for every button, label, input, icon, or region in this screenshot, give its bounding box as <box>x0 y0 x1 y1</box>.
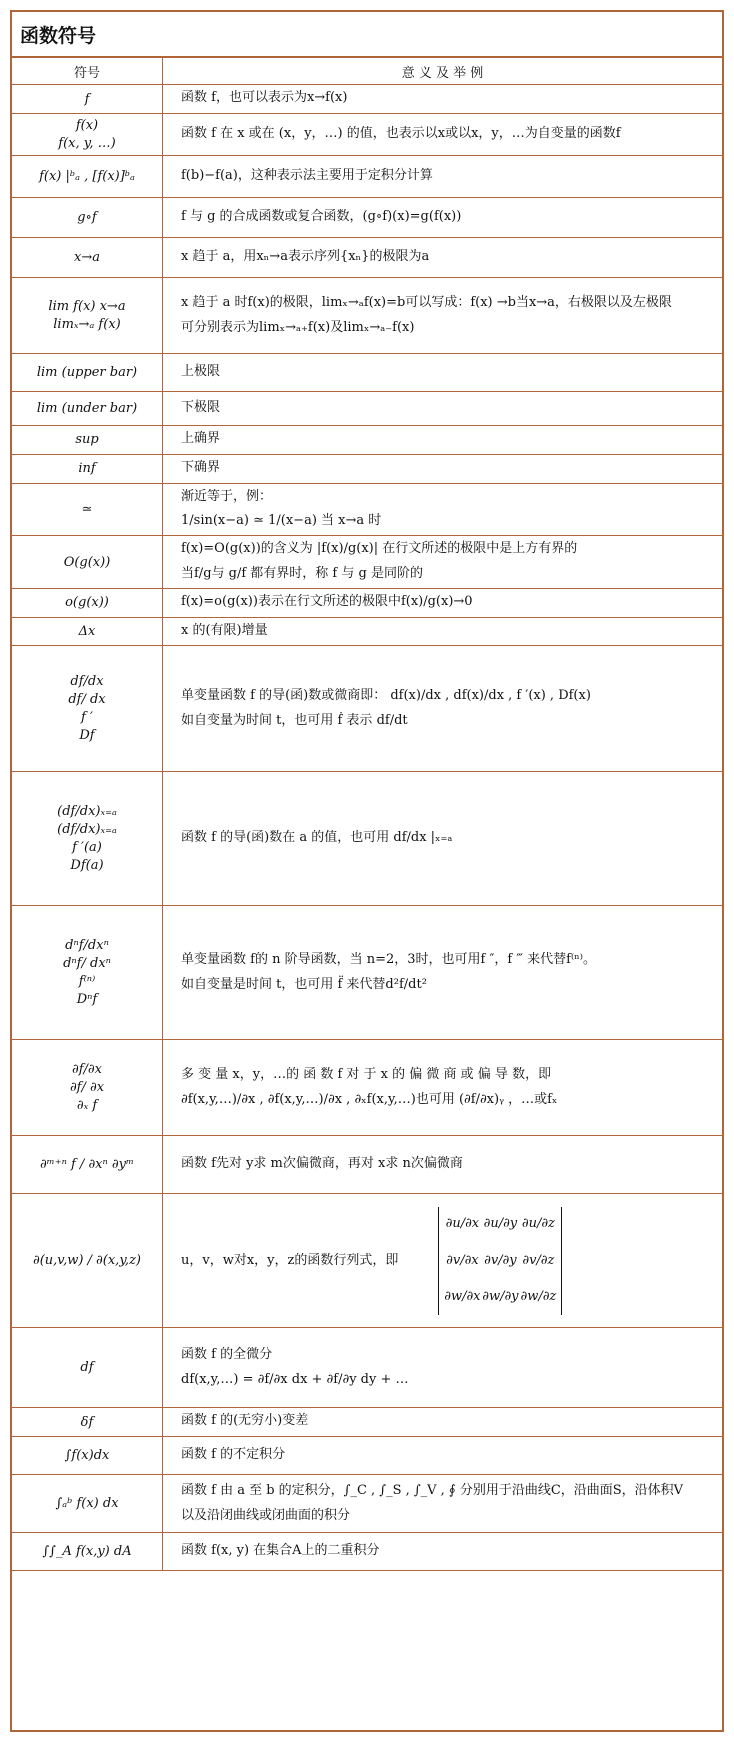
symbol-cell <box>12 906 163 1040</box>
meaning-cell <box>163 85 723 114</box>
symbol-cell <box>12 772 163 906</box>
symbol-text: ∫ₐᵇ f(x) dx <box>55 1496 119 1512</box>
symbol-cell <box>12 588 163 617</box>
table-row <box>12 617 722 646</box>
table-row <box>12 198 722 238</box>
symbol-cell <box>12 454 163 483</box>
meaning-text: f 与 g 的合成函数或复合函数，(g∘f)(x)=g(f(x)) <box>181 208 462 224</box>
symbol-cell <box>12 483 163 536</box>
table-row <box>12 238 722 278</box>
jacobian-determinant <box>438 1207 562 1316</box>
symbol-cell <box>12 1136 163 1194</box>
symbol-text: f(x) |ᵇₐ , [f(x)]ᵇₐ <box>39 169 135 184</box>
meaning-text: ∂f(x,y,…)/∂x , ∂f(x,y,…)/∂x , ∂ₓf(x,y,…)也可用 (∂f/∂x)ᵧ ，…或fₓ <box>181 1091 558 1107</box>
determinant-entry: ∂w/∂x <box>444 1289 481 1305</box>
symbol-text: ∂f/ ∂x <box>69 1080 105 1096</box>
symbol-cell <box>12 392 163 426</box>
symbol-cell <box>12 536 163 589</box>
determinant-entry: ∂v/∂x <box>446 1252 479 1268</box>
meaning-text: 以及沿闭曲线或闭曲面的积分 <box>181 1507 351 1523</box>
meaning-text: f(x)=o(g(x))表示在行文所述的极限中f(x)/g(x)→0 <box>181 593 473 609</box>
table-row <box>12 1040 722 1136</box>
meaning-text: 函数 f，也可以表示为x→f(x) <box>181 90 348 106</box>
meaning-cell <box>163 1533 723 1571</box>
table-row <box>12 85 722 114</box>
meaning-cell <box>163 354 723 392</box>
symbol-text: lim (upper bar) <box>36 365 138 380</box>
table-row <box>12 1136 722 1194</box>
meaning-cell <box>163 588 723 617</box>
symbol-text: dⁿf/ dxⁿ <box>63 956 111 972</box>
symbol-cell <box>12 1040 163 1136</box>
table-row <box>12 1194 722 1328</box>
meaning-text: 函数 f 的(无穷小)变差 <box>181 1413 309 1429</box>
table-row <box>12 536 722 589</box>
symbol-text: df/ dx <box>68 692 106 708</box>
determinant-entry: ∂v/∂y <box>484 1252 517 1268</box>
symbol-cell <box>12 114 163 156</box>
meaning-text: 函数 f 由 a 至 b 的定积分，∫_C , ∫_S , ∫_V , ∮ 分别用于沿曲线C，沿曲面S，沿体积V <box>181 1482 684 1498</box>
symbol-text: (df/dx)ₓ₌ₐ <box>57 804 117 820</box>
table-header-row <box>12 58 722 85</box>
meaning-cell <box>163 906 723 1040</box>
meaning-cell <box>163 1194 723 1328</box>
symbol-text: f ′(a) <box>72 840 102 856</box>
table-body <box>12 85 722 1571</box>
meaning-cell <box>163 156 723 198</box>
table-row <box>12 483 722 536</box>
meaning-cell <box>163 483 723 536</box>
table-row <box>12 454 722 483</box>
table-row <box>12 646 722 772</box>
symbol-text: Df(a) <box>70 858 104 874</box>
meaning-cell <box>163 1328 723 1408</box>
table-row <box>12 1328 722 1408</box>
symbol-table <box>12 57 722 1571</box>
symbol-cell <box>12 1437 163 1475</box>
meaning-text: 单变量函数 f 的导(函)数或微商即： df(x)/dx , df(x)/dx , f ′(x) , Df(x) <box>181 688 591 704</box>
meaning-cell <box>163 1408 723 1437</box>
symbol-cell <box>12 646 163 772</box>
symbol-cell <box>12 198 163 238</box>
symbol-text: O(g(x)) <box>63 554 111 570</box>
symbol-text: ∫f(x)dx <box>64 1448 110 1464</box>
symbol-text: ∂(u,v,w) / ∂(x,y,z) <box>32 1253 141 1269</box>
symbol-text: df <box>80 1360 94 1376</box>
symbol-cell <box>12 1533 163 1571</box>
symbol-text: sup <box>75 432 99 448</box>
symbol-text: limₓ→ₐ f(x) <box>53 317 121 332</box>
table-row <box>12 426 722 455</box>
meaning-text: 函数 f 的导(函)数在 a 的值，也可用 df/dx |ₓ₌ₐ <box>181 830 453 846</box>
meaning-text: 如自变量是时间 t，也可用 f̈ 来代替d²f/dt² <box>181 976 427 992</box>
meaning-cell <box>163 646 723 772</box>
meaning-cell <box>163 617 723 646</box>
meaning-cell <box>163 1040 723 1136</box>
meaning-text: x 的(有限)增量 <box>181 622 268 638</box>
meaning-cell <box>163 1475 723 1533</box>
table-row <box>12 906 722 1040</box>
meaning-text: 可分别表示为limₓ→ₐ₊f(x)及limₓ→ₐ₋f(x) <box>181 319 415 335</box>
meaning-cell <box>163 114 723 156</box>
symbol-cell <box>12 617 163 646</box>
symbol-cell <box>12 238 163 278</box>
table-row <box>12 772 722 906</box>
symbol-text: Dⁿf <box>76 992 98 1008</box>
table-row <box>12 392 722 426</box>
meaning-text: 函数 f 在 x 或在 (x，y，…) 的值，也表示以x或以x，y，…为自变量的函数f <box>181 125 621 141</box>
meaning-text: 函数 f(x, y) 在集合A上的二重积分 <box>181 1542 380 1558</box>
symbol-text: ≃ <box>81 501 93 517</box>
meaning-cell <box>163 1437 723 1475</box>
symbol-text: δf <box>80 1414 94 1430</box>
meaning-text: x 趋于 a，用xₙ→a表示序列{xₙ}的极限为a <box>181 248 430 264</box>
symbol-text: lim f(x) x→a <box>48 299 126 314</box>
symbol-text: f <box>84 91 90 107</box>
meaning-cell <box>163 392 723 426</box>
meaning-text: 下极限 <box>181 399 221 415</box>
determinant-entry: ∂u/∂z <box>521 1215 555 1231</box>
meaning-text: 当f/g与 g/f 都有界时，称 f 与 g 是同阶的 <box>181 566 423 582</box>
header-symbol: 符号 <box>12 58 163 85</box>
symbol-text: x→a <box>74 250 100 265</box>
symbol-text: f(x, y, …) <box>58 136 116 151</box>
meaning-cell <box>163 772 723 906</box>
symbol-cell <box>12 85 163 114</box>
table-row <box>12 1437 722 1475</box>
meaning-text: x 趋于 a 时f(x)的极限，limₓ→ₐf(x)=b可以写成：f(x) →b当x→a，右极限以及左极限 <box>181 294 672 310</box>
table-row <box>12 278 722 354</box>
symbol-text: g∘f <box>77 210 97 225</box>
symbol-cell <box>12 426 163 455</box>
symbol-text: o(g(x)) <box>65 595 109 611</box>
symbol-text: Df <box>79 728 95 744</box>
symbol-text: ∫∫_A f(x,y) dA <box>42 1544 132 1560</box>
symbol-cell <box>12 354 163 392</box>
meaning-text: 函数 f 的全微分 <box>181 1347 273 1363</box>
meaning-cell <box>163 198 723 238</box>
symbol-cell <box>12 1328 163 1408</box>
meaning-cell <box>163 278 723 354</box>
symbol-text: Δx <box>78 624 96 640</box>
meaning-text: 下确界 <box>181 459 221 475</box>
symbol-text: lim (under bar) <box>36 401 138 416</box>
symbol-text: ∂f/∂x <box>72 1062 102 1078</box>
table-frame <box>10 10 724 1732</box>
meaning-text: 上极限 <box>181 363 221 379</box>
symbol-text: ∂ₓ f <box>76 1098 98 1114</box>
symbol-text: f ′ <box>81 710 93 726</box>
meaning-text: 函数 f先对 y求 m次偏微商，再对 x求 n次偏微商 <box>181 1156 463 1172</box>
meaning-text: 1/sin(x−a) ≃ 1/(x−a) 当 x→a 时 <box>181 513 382 529</box>
symbol-cell <box>12 1408 163 1437</box>
meaning-text: 如自变量为时间 t，也可用 ḟ 表示 df/dt <box>181 712 408 728</box>
symbol-text: ∂ᵐ⁺ⁿ f / ∂xⁿ ∂yᵐ <box>40 1157 134 1173</box>
table-row <box>12 1533 722 1571</box>
meaning-text: 单变量函数 f的 n 阶导函数，当 n=2，3时，也可用f ″，f ‴ 来代替f⁽ⁿ⁾。 <box>181 952 596 968</box>
symbol-text: f⁽ⁿ⁾ <box>78 974 96 990</box>
meaning-cell <box>163 536 723 589</box>
table-row <box>12 588 722 617</box>
meaning-text: 上确界 <box>181 431 221 446</box>
determinant-entry: ∂w/∂y <box>482 1289 519 1305</box>
meaning-cell <box>163 1136 723 1194</box>
meaning-cell <box>163 454 723 483</box>
symbol-cell <box>12 156 163 198</box>
meaning-cell <box>163 238 723 278</box>
meaning-text: 函数 f 的不定积分 <box>181 1446 286 1462</box>
table-row <box>12 114 722 156</box>
table-row <box>12 156 722 198</box>
determinant-entry: ∂w/∂z <box>520 1289 557 1305</box>
meaning-text: u，v，w对x，y，z的函数行列式，即 <box>181 1252 399 1268</box>
determinant-entry: ∂u/∂x <box>445 1215 480 1231</box>
meaning-cell <box>163 426 723 455</box>
meaning-text: f(b)−f(a)，这种表示法主要用于定积分计算 <box>181 167 433 183</box>
page-title: 函数符号 <box>12 12 722 57</box>
header-meaning: 意 义 及 举 例 <box>163 58 723 85</box>
meaning-text: 多 变 量 x，y，…的 函 数 f 对 于 x 的 偏 微 商 或 偏 导 数，即 <box>181 1067 552 1083</box>
determinant-entry: ∂v/∂z <box>522 1252 555 1268</box>
symbol-text: f(x) <box>75 118 99 133</box>
symbol-text: inf <box>78 461 96 477</box>
meaning-text: 渐近等于，例： <box>181 488 273 504</box>
symbol-text: df/dx <box>70 674 104 690</box>
table-row <box>12 354 722 392</box>
symbol-cell <box>12 278 163 354</box>
symbol-cell <box>12 1475 163 1533</box>
meaning-text: f(x)=O(g(x))的含义为 |f(x)/g(x)| 在行文所述的极限中是上方有界的 <box>181 541 578 557</box>
symbol-cell <box>12 1194 163 1328</box>
meaning-text: df(x,y,…) = ∂f/∂x dx + ∂f/∂y dy + … <box>181 1371 409 1387</box>
table-row <box>12 1475 722 1533</box>
determinant-entry: ∂u/∂y <box>483 1215 518 1231</box>
symbol-text: (df/dx)ₓ₌ₐ <box>57 822 117 838</box>
table-row <box>12 1408 722 1437</box>
symbol-text: dⁿf/dxⁿ <box>65 938 109 954</box>
